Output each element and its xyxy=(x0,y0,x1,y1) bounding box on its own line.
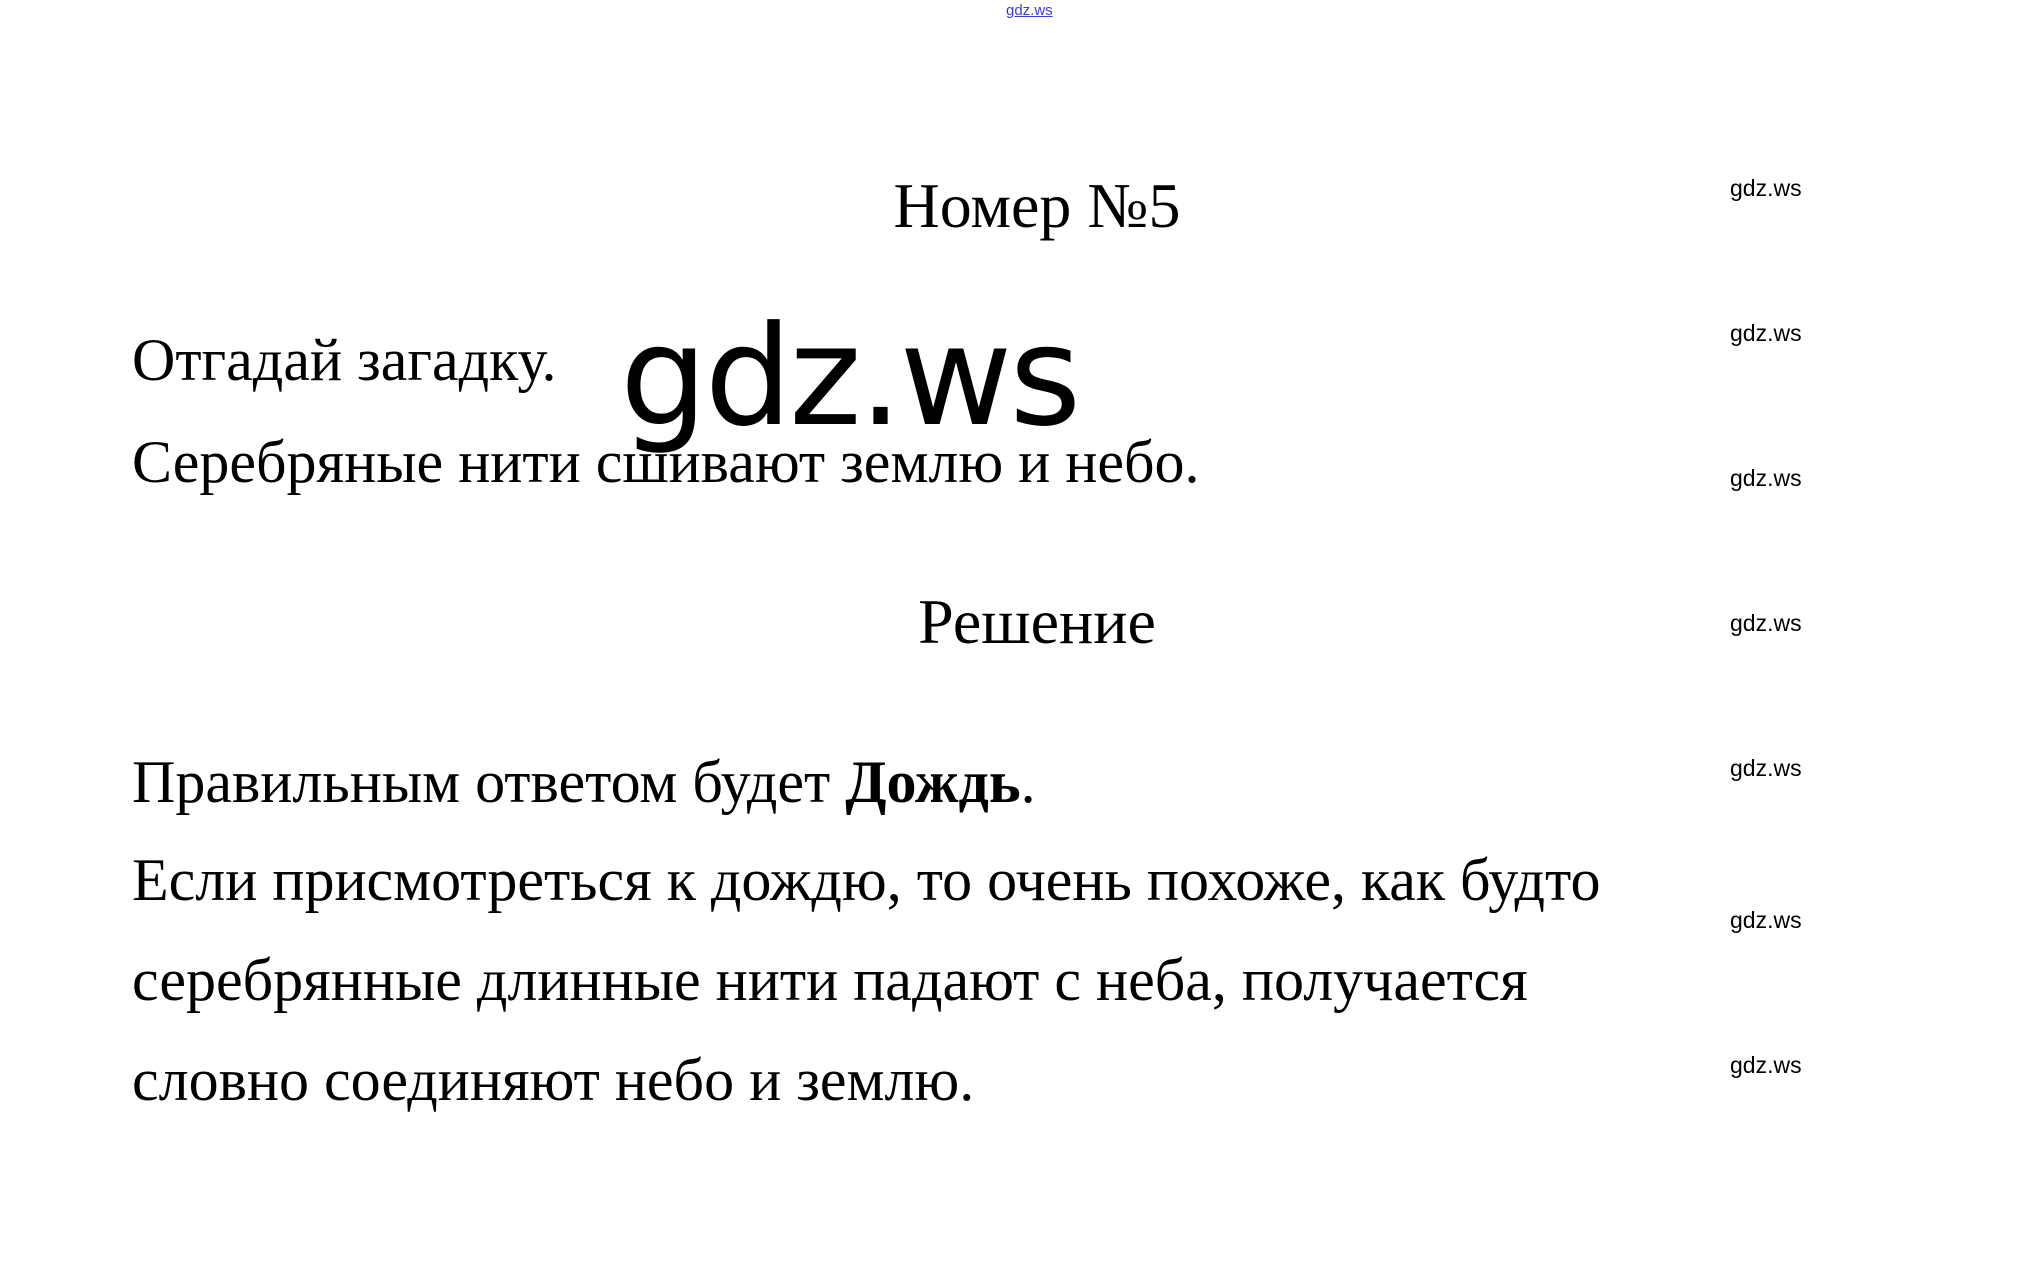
answer-prefix: Правильным ответом будет xyxy=(132,749,846,815)
side-watermark: gdz.ws xyxy=(1730,907,1802,933)
explanation-line-3: словно соединяют небо и землю. xyxy=(132,1047,975,1113)
riddle-text: Серебряные нити сшивают землю и небо. xyxy=(132,429,1200,495)
side-watermark: gdz.ws xyxy=(1730,465,1802,491)
task-prompt: Отгадай загадку. xyxy=(132,327,557,393)
side-watermark: gdz.ws xyxy=(1730,1052,1802,1078)
side-watermark: gdz.ws xyxy=(1730,320,1802,346)
answer-suffix: . xyxy=(1020,749,1036,815)
solution-title: Решение xyxy=(918,586,1156,657)
side-watermark: gdz.ws xyxy=(1730,755,1802,781)
answer-word: Дождь xyxy=(845,749,1021,815)
site-link[interactable]: gdz.ws xyxy=(1006,2,1053,19)
answer-line xyxy=(132,749,1036,815)
task-title: Номер №5 xyxy=(893,170,1181,241)
side-watermark: gdz.ws xyxy=(1730,175,1802,201)
explanation-line-1: Если присмотреться к дождю, то очень похоже, как будто xyxy=(132,847,1601,913)
explanation-line-2: серебрянные длинные нити падают с неба, получается xyxy=(132,947,1528,1013)
watermark-logo: gdz.ws xyxy=(620,296,1079,457)
side-watermark: gdz.ws xyxy=(1730,610,1802,636)
